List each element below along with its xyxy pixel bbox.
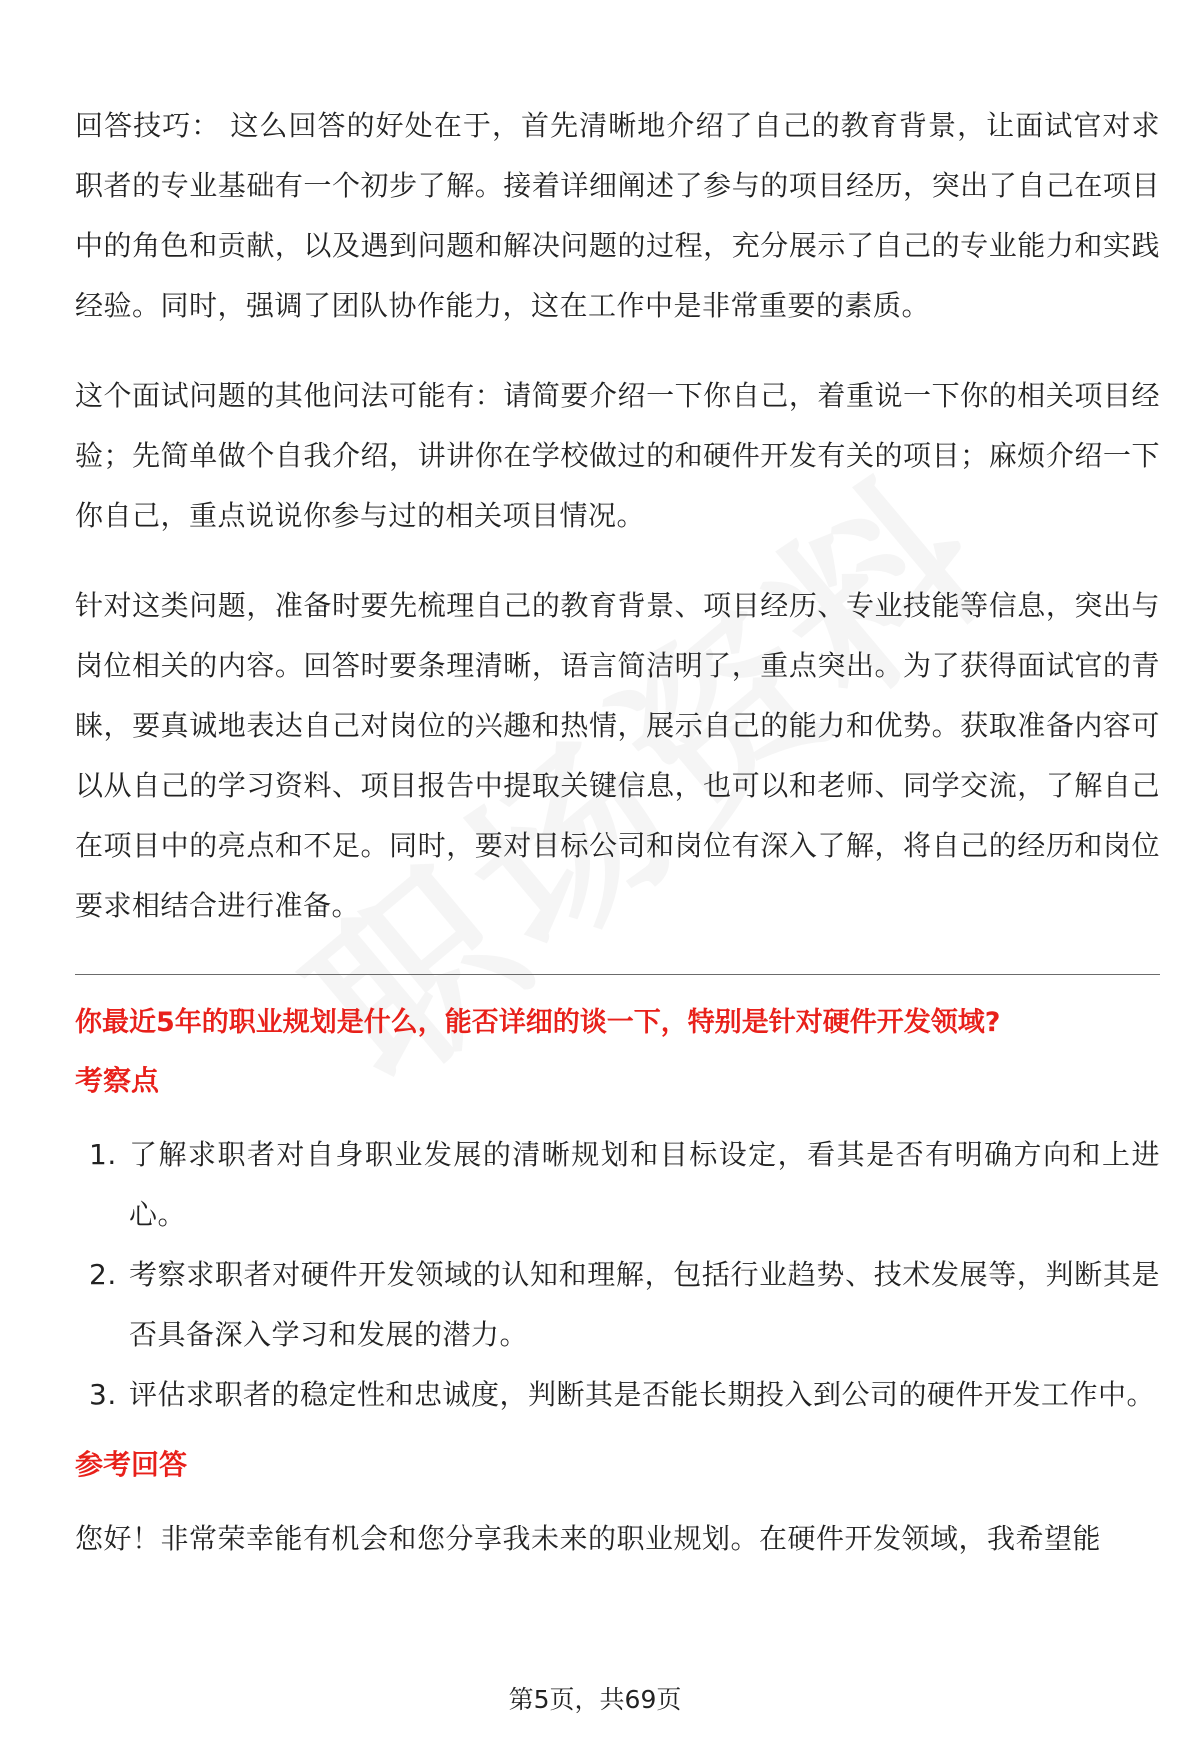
assessment-heading: 考察点	[75, 1064, 160, 1097]
paragraph-alternative-questions: 这个面试问题的其他问法可能有：请简要介绍一下你自己，着重说一下你的相关项目经验；先简单做个自我介绍，讲讲你在学校做过的和硬件开发有关的项目；麻烦介绍一下你自己，重点说说你参与过的相关项目情况。	[75, 379, 1160, 532]
paragraph-preparation-advice: 针对这类问题，准备时要先梳理自己的教育背景、项目经历、专业技能等信息，突出与岗位相关的内容。回答时要条理清晰，语言简洁明了，重点突出。为了获得面试官的青睐，要真诚地表达自己对岗位的兴趣和热情，展示自己的能力和优势。获取准备内容可以从自己的学习资料、项目报告中提取关键信息，也可以和老师、同学交流，了解自己在项目中的亮点和不足。同时，要对目标公司和岗位有深入了解，将自己的经历和岗位要求相结合进行准备。	[75, 589, 1160, 922]
list-item	[75, 1245, 1160, 1365]
list-item-text: 考察求职者对硬件开发领域的认知和理解，包括行业趋势、技术发展等，判断其是否具备深入学习和发展的潜力。	[129, 1258, 1160, 1351]
list-item-number: 1.	[89, 1138, 117, 1171]
page-content	[75, 96, 1160, 1599]
assessment-list	[75, 1125, 1160, 1425]
reference-heading: 参考回答	[75, 1448, 188, 1481]
list-item-number: 3.	[89, 1378, 117, 1411]
list-item	[75, 1125, 1160, 1245]
question-title: 你最近5年的职业规划是什么，能否详细的谈一下，特别是针对硬件开发领域?	[75, 1007, 1001, 1038]
list-item-number: 2.	[89, 1258, 117, 1291]
list-item-text: 评估求职者的稳定性和忠诚度，判断其是否能长期投入到公司的硬件开发工作中。	[129, 1378, 1156, 1411]
paragraph-answer-tips: 回答技巧： 这么回答的好处在于，首先清晰地介绍了自己的教育背景，让面试官对求职者的专业基础有一个初步了解。接着详细阐述了参与的项目经历，突出了自己在项目中的角色和贡献，以及遇到问题和解决问题的过程，充分展示了自己的专业能力和实践经验。同时，强调了团队协作能力，这在工作中是非常重要的素质。	[75, 109, 1160, 322]
reference-answer-text: 您好！非常荣幸能有机会和您分享我未来的职业规划。在硬件开发领域，我希望能	[75, 1522, 1102, 1555]
page-number: 第5页，共69页	[508, 1685, 682, 1714]
list-item	[75, 1365, 1160, 1425]
section-divider	[75, 974, 1160, 975]
list-item-text: 了解求职者对自身职业发展的清晰规划和目标设定，看其是否有明确方向和上进心。	[129, 1138, 1160, 1231]
